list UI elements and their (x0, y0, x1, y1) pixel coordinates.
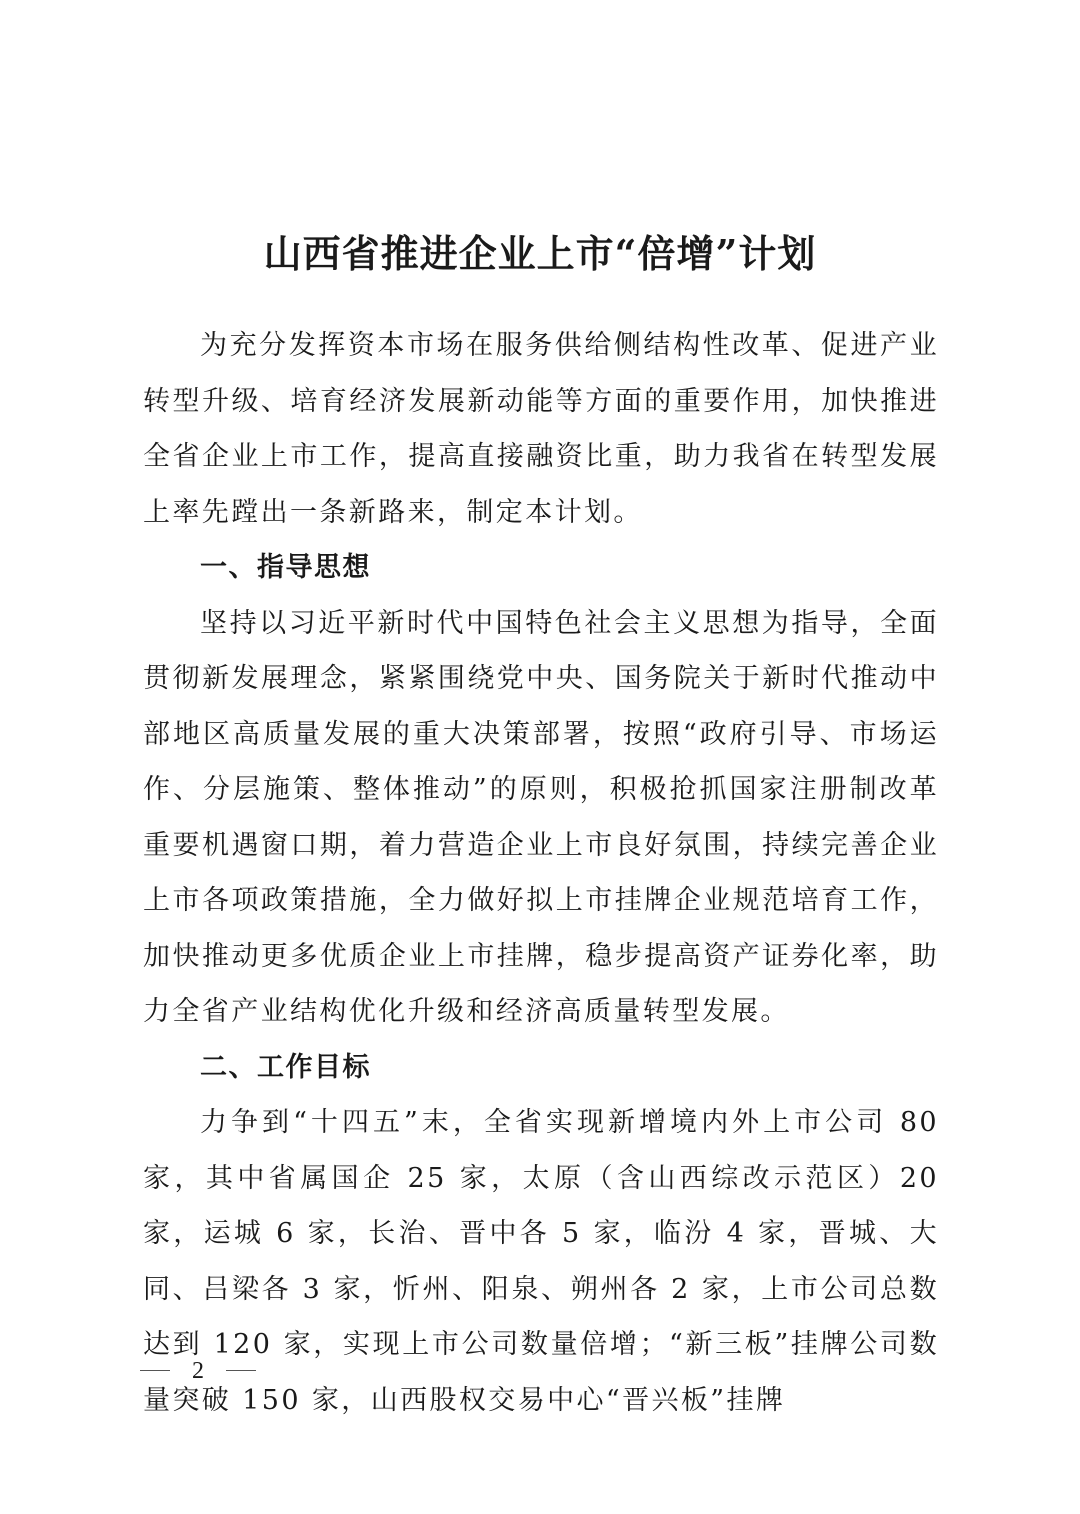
intro-paragraph: 为充分发挥资本市场在服务供给侧结构性改革、促进产业转型升级、培育经济发展新动能等方面的重要作用，加快推进全省企业上市工作，提高直接融资比重，助力我省在转型发展上率先蹚出一条新路来，制定本计划。 (143, 330, 939, 528)
document-body (143, 318, 939, 1428)
footer-dash-right (226, 1370, 256, 1371)
work-goals-paragraph: 力争到“十四五”末，全省实现新增境内外上市公司 80 家，其中省属国企 25 家，太原（含山西综改示范区）20 家，运城 6 家，长治、晋中各 5 家，临汾 4 家，晋城、大同、吕梁各 3 家，忻州、阳泉、朔州各 2 家，上市公司总数达到 120 家，实现上市公司数量倍增；“新三板”挂牌公司数量突破 150 家，山西股权交易中心“晋兴板”挂牌 (143, 1107, 939, 1416)
section-heading-work-goals: 二、工作目标 (200, 1051, 371, 1083)
document-title: 山西省推进企业上市“倍增”计划 (263, 231, 817, 276)
page-footer (140, 1356, 280, 1386)
footer-dash-left (140, 1370, 170, 1371)
guiding-ideology-paragraph: 坚持以习近平新时代中国特色社会主义思想为指导，全面贯彻新发展理念，紧紧围绕党中央、国务院关于新时代推动中部地区高质量发展的重大决策部署，按照“政府引导、市场运作、分层施策、整体推动”的原则，积极抢抓国家注册制改革重要机遇窗口期，着力营造企业上市良好氛围，持续完善企业上市各项政策措施，全力做好拟上市挂牌企业规范培育工作，加快推动更多优质企业上市挂牌，稳步提高资产证券化率，助力全省产业结构优化升级和经济高质量转型发展。 (143, 607, 939, 1027)
page-number: 2 (192, 1358, 204, 1384)
section-heading-guiding-ideology: 一、指导思想 (200, 552, 371, 583)
